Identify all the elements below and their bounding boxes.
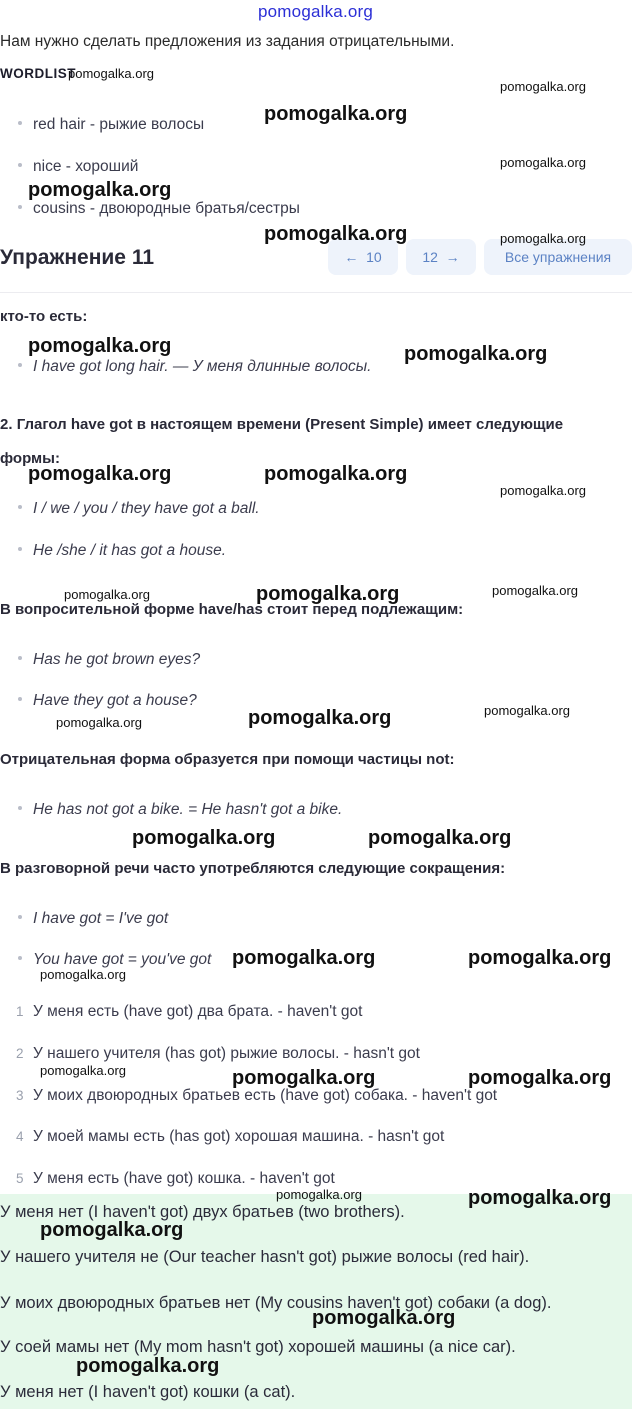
- answer-line: У меня нет (I haven't got) кошки (a cat).: [0, 1383, 296, 1401]
- bullet-icon: [18, 806, 22, 810]
- watermark: pomogalka.org: [40, 1219, 184, 1241]
- bullet-icon: [18, 697, 22, 701]
- theory-point-2-cont: формы:: [0, 450, 60, 467]
- short-item: I have got = I've got: [18, 910, 168, 928]
- question-item: Has he got brown eyes?: [18, 651, 200, 669]
- watermark: pomogalka.org: [264, 223, 408, 245]
- answer-line: У меня нет (I haven't got) двух братьев (two brothers).: [0, 1203, 405, 1221]
- task-item: 3 У моих двоюродных братьев есть (have got) собака. - haven't got: [16, 1087, 498, 1104]
- form-item: I / we / you / they have got a ball.: [18, 500, 260, 518]
- watermark: pomogalka.org: [264, 103, 408, 125]
- watermark: pomogalka.org: [232, 1067, 376, 1089]
- theory-example: I have got long hair. — У меня длинные волосы.: [18, 358, 371, 376]
- watermark: pomogalka.org: [76, 1355, 220, 1377]
- exercise-title: Упражнение 11: [0, 246, 155, 269]
- task-item: 5 У меня есть (have got) кошка. - haven't got: [16, 1170, 335, 1187]
- watermark: pomogalka.org: [484, 703, 570, 718]
- watermark: pomogalka.org: [40, 967, 126, 982]
- form-item: He /she / it has got a house.: [18, 542, 226, 560]
- watermark: pomogalka.org: [264, 463, 408, 485]
- all-exercises-button[interactable]: Все упражнения: [484, 239, 632, 275]
- bullet-icon: [18, 505, 22, 509]
- task-item: 2 У нашего учителя (has got) рыжие волосы. - hasn't got: [16, 1045, 420, 1062]
- arrow-right-icon: →: [445, 249, 460, 265]
- watermark: pomogalka.org: [312, 1307, 456, 1329]
- bullet-icon: [18, 547, 22, 551]
- prev-exercise-button[interactable]: ← 10: [328, 239, 398, 275]
- wordlist-heading: WORDLIST: [0, 66, 76, 81]
- question-item: Have they got a house?: [18, 692, 197, 710]
- task-item: 4 У моей мамы есть (has got) хорошая машина. - hasn't got: [16, 1128, 445, 1145]
- negative-heading: Отрицательная форма образуется при помощи частицы not:: [0, 751, 455, 768]
- theory-point-2: 2. Глагол have got в настоящем времени (Present Simple) имеет следующие: [0, 416, 564, 433]
- short-item: You have got = you've got: [18, 951, 211, 969]
- arrow-left-icon: ←: [344, 249, 359, 265]
- short-heading: В разговорной речи часто употребляются следующие сокращения:: [0, 860, 506, 877]
- bullet-icon: [18, 121, 22, 125]
- wordlist-item: red hair - рыжие волосы: [18, 116, 204, 134]
- watermark: pomogalka.org: [64, 587, 150, 602]
- watermark: pomogalka.org: [132, 827, 276, 849]
- bullet-icon: [18, 163, 22, 167]
- watermark: pomogalka.org: [368, 827, 512, 849]
- watermark: pomogalka.org: [404, 343, 548, 365]
- watermark: pomogalka.org: [492, 583, 578, 598]
- question-heading: В вопросительной форме have/has стоит перед подлежащим:: [0, 601, 464, 618]
- intro-text: Нам нужно сделать предложения из задания отрицательными.: [0, 33, 455, 50]
- theory-line: кто-то есть:: [0, 308, 88, 325]
- answer-line: У соей мамы нет (My mom hasn't got) хорошей машины (a nice car).: [0, 1338, 516, 1356]
- site-link[interactable]: pomogalka.org: [258, 2, 374, 21]
- watermark: pomogalka.org: [500, 155, 586, 170]
- bullet-icon: [18, 915, 22, 919]
- watermark: pomogalka.org: [256, 583, 400, 605]
- wordlist-item: nice - хороший: [18, 158, 138, 176]
- task-item: 1 У меня есть (have got) два брата. - haven't got: [16, 1003, 363, 1020]
- watermark: pomogalka.org: [468, 947, 612, 969]
- next-exercise-button[interactable]: 12 →: [406, 239, 476, 275]
- answer-line: У нашего учителя не (Our teacher hasn't got) рыжие волосы (red hair).: [0, 1248, 530, 1266]
- answer-line: У моих двоюродных братьев нет (My cousins haven't got) собаки (a dog).: [0, 1294, 552, 1312]
- watermark: pomogalka.org: [468, 1187, 612, 1209]
- wordlist-item: cousins - двоюродные братья/сестры: [18, 200, 300, 218]
- watermark: pomogalka.org: [276, 1187, 362, 1202]
- watermark: pomogalka.org: [28, 335, 172, 357]
- watermark: pomogalka.org: [56, 715, 142, 730]
- watermark: pomogalka.org: [248, 707, 392, 729]
- bullet-icon: [18, 205, 22, 209]
- watermark: pomogalka.org: [500, 483, 586, 498]
- watermark: pomogalka.org: [232, 947, 376, 969]
- watermark: pomogalka.org: [468, 1067, 612, 1089]
- watermark: pomogalka.org: [28, 179, 172, 201]
- bullet-icon: [18, 363, 22, 367]
- negative-item: He has not got a bike. = He hasn't got a bike.: [18, 801, 342, 819]
- watermark: pomogalka.org: [500, 231, 586, 246]
- watermark: pomogalka.org: [28, 463, 172, 485]
- watermark: pomogalka.org: [40, 1063, 126, 1078]
- watermark: pomogalka.org: [68, 66, 154, 81]
- watermark: pomogalka.org: [500, 79, 586, 94]
- bullet-icon: [18, 956, 22, 960]
- bullet-icon: [18, 656, 22, 660]
